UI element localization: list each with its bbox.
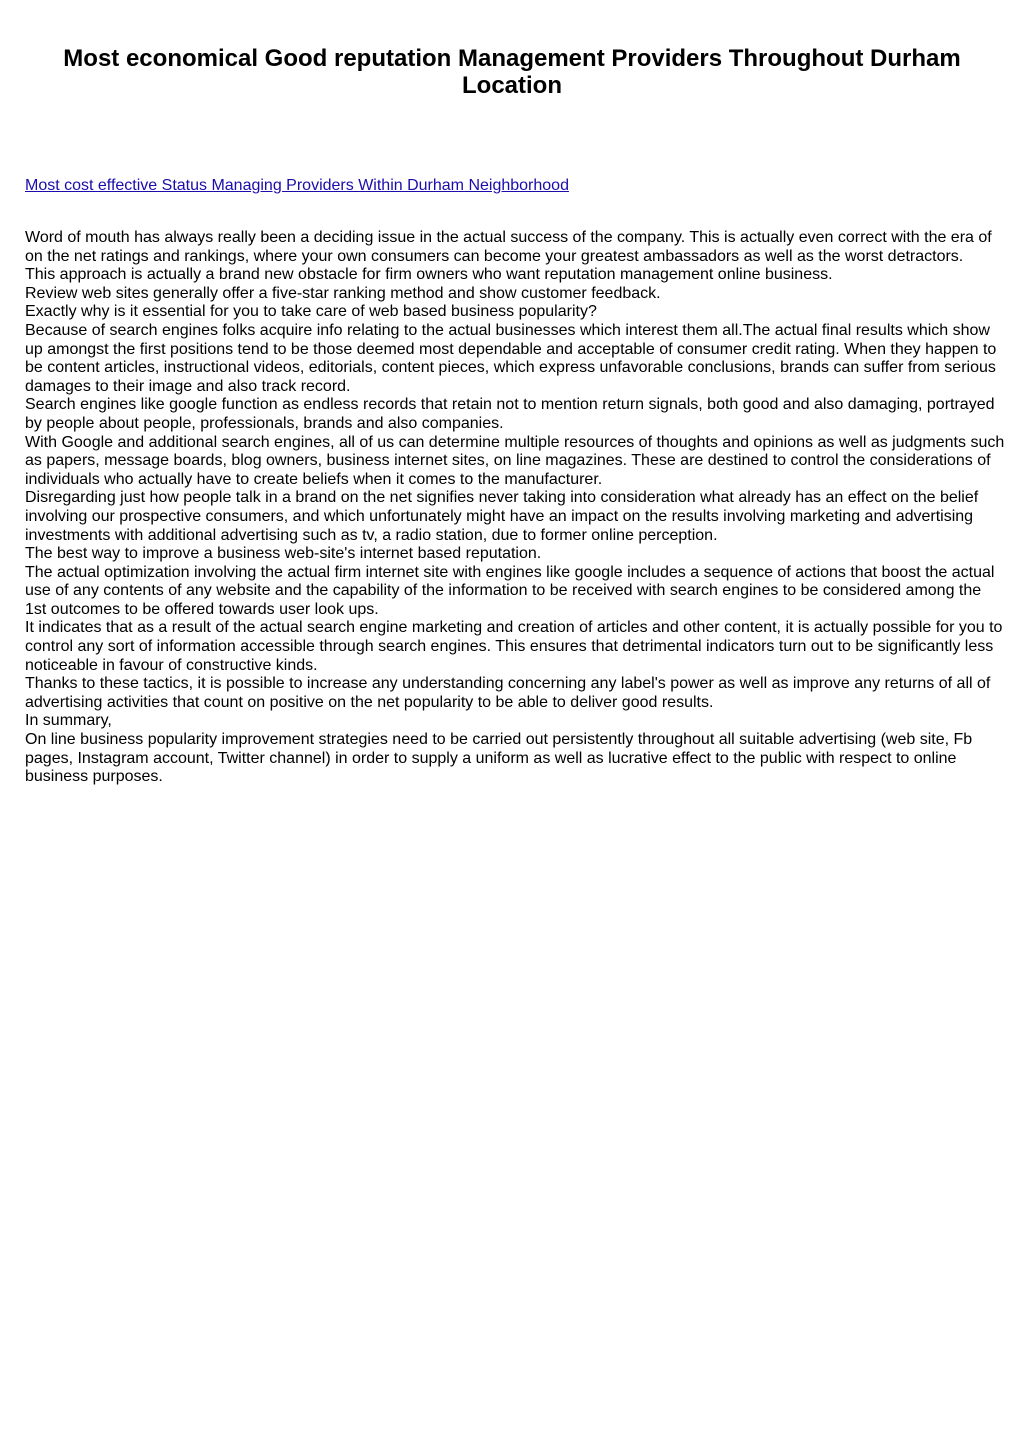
paragraph: The actual optimization involving the actual firm internet site with engines like google includes a sequence of actions that boost the actual use of any contents of any website and the capability of the information to be received with search engines to be considered among the 1st outcomes to be offered towards user look ups. bbox=[25, 563, 995, 618]
article-body bbox=[25, 229, 1005, 787]
paragraph: On line business popularity improvement strategies need to be carried out persistently throughout all suitable advertising (web site, Fb pages, Instagram account, Twitter channel) in order to supply a uniform as well as lucrative effect to the public with respect to online business purposes. bbox=[25, 731, 973, 786]
paragraph: Search engines like google function as endless records that retain not to mention return signals, both good and also damaging, portrayed by people about people, professionals, brands and also companies. bbox=[25, 396, 995, 432]
paragraph: Review web sites generally offer a five-star ranking method and show customer feedback. bbox=[25, 284, 661, 302]
paragraph: It indicates that as a result of the actual search engine marketing and creation of articles and other content, it is actually possible for you to control any sort of information accessible through search engines. This ensures that detrimental indicators turn out to be significantly less noticeable in favour of constructive kinds. bbox=[25, 619, 1003, 674]
paragraph: Exactly why is it essential for you to take care of web based business popularity? bbox=[25, 303, 597, 321]
paragraph: Word of mouth has always really been a deciding issue in the actual success of the company. This is actually even correct with the era of on the net ratings and rankings, where your own consumers can become your greatest ambassadors as well as the worst detractors. bbox=[25, 229, 992, 265]
paragraph: Disregarding just how people talk in a brand on the net signifies never taking into consideration what already has an effect on the belief involving our prospective consumers, and which unfortunately might have an impact on the results involving marketing and advertising investments with additional advertising such as tv, a radio station, due to former online perception. bbox=[25, 489, 979, 544]
paragraph: In summary, bbox=[25, 712, 112, 730]
article-link[interactable]: Most cost effective Status Managing Providers Within Durham Neighborhood bbox=[25, 177, 569, 194]
paragraph: Because of search engines folks acquire info relating to the actual businesses which interest them all.The actual final results which show up amongst the first positions tend to be those deemed most dependable and acceptable of consumer credit rating. When they happen to be content articles, instructional videos, editorials, content pieces, which express unfavorable conclusions, brands can suffer from serious damages to their image and also track record. bbox=[25, 321, 997, 395]
paragraph: With Google and additional search engines, all of us can determine multiple resources of thoughts and opinions as well as judgments such as papers, message boards, blog owners, business internet sites, on line magazines. These are destined to control the considerations of individuals who actually have to create beliefs when it comes to the manufacturer. bbox=[25, 433, 1005, 488]
page-title: Most economical Good reputation Management Providers Throughout Durham Location bbox=[63, 45, 961, 99]
paragraph: This approach is actually a brand new obstacle for firm owners who want reputation management online business. bbox=[25, 266, 833, 284]
paragraph: Thanks to these tactics, it is possible to increase any understanding concerning any label's power as well as improve any returns of all of advertising activities that count on positive on the net popularity to be able to deliver good results. bbox=[25, 675, 991, 711]
paragraph: The best way to improve a business web-site's internet based reputation. bbox=[25, 545, 542, 563]
